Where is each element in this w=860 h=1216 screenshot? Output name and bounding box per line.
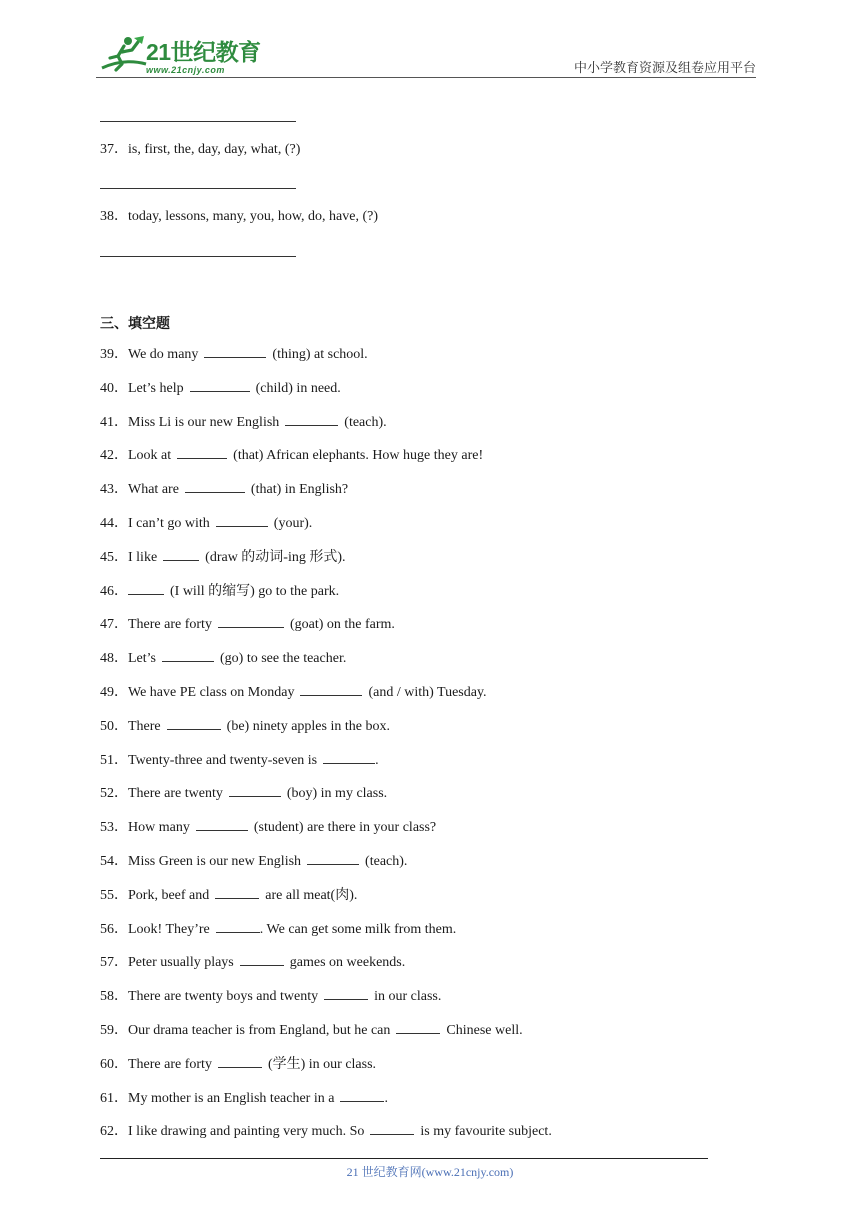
question-40: [100, 378, 341, 398]
question-text-after: (teach).: [344, 414, 387, 430]
question-number: 54．: [100, 854, 128, 869]
answer-line: [100, 256, 296, 257]
question-text-before: Let’s help: [128, 380, 184, 396]
question-number: 56．: [100, 921, 128, 937]
question-text-after: (child) in need.: [255, 380, 341, 396]
question-number: 49．: [100, 685, 128, 700]
question-text-before: Look at: [128, 448, 172, 464]
question-49: [100, 682, 487, 702]
blank-field[interactable]: [370, 1121, 414, 1135]
footer-divider: [100, 1158, 708, 1159]
question-number: 53．: [100, 820, 128, 836]
question-57: [100, 952, 405, 972]
page-header: [0, 0, 860, 80]
blank-field[interactable]: [204, 344, 266, 358]
question-text-after: is my favourite subject.: [420, 1124, 552, 1140]
section-title: 三、填空题: [100, 316, 170, 332]
blank-field[interactable]: [177, 445, 227, 459]
question-44: [100, 513, 312, 533]
question-number: 42．: [100, 448, 128, 464]
question-43: [100, 479, 348, 499]
question-number: 57．: [100, 955, 128, 971]
question-text-before: Pork, beef and: [128, 887, 210, 903]
question-text-after: (and / with) Tuesday.: [368, 685, 487, 700]
blank-field[interactable]: [324, 986, 368, 1000]
question-text-after: (thing) at school.: [272, 347, 368, 362]
question-60: [100, 1054, 376, 1074]
question-56: [100, 919, 456, 939]
question-number: 46．: [100, 583, 128, 599]
question-48: [100, 648, 346, 668]
blank-field[interactable]: [218, 1054, 262, 1068]
blank-field[interactable]: [196, 817, 248, 831]
question-text-after: (be) ninety apples in the box.: [226, 718, 390, 734]
page-footer: 21 世纪教育网(www.21cnjy.com): [346, 1165, 514, 1179]
blank-field[interactable]: [229, 783, 281, 797]
question-number: 50．: [100, 718, 128, 734]
question-text-after: .: [384, 1090, 388, 1106]
question-text-after: games on weekends.: [289, 955, 406, 971]
question-text-before: Look! They’re: [128, 921, 210, 937]
question-text-after: Chinese well.: [446, 1023, 523, 1038]
question-number: 39．: [100, 347, 128, 362]
blank-field[interactable]: [128, 581, 164, 595]
blank-field[interactable]: [215, 885, 259, 899]
question-text-after: .: [375, 752, 379, 768]
question-text-before: I like: [128, 549, 158, 565]
question-text-after: . We can get some milk from them.: [259, 921, 457, 937]
question-text: today, lessons, many, you, how, do, have, (?): [128, 209, 379, 224]
question-number: 52．: [100, 786, 128, 802]
question-text-before: We have PE class on Monday: [128, 685, 295, 700]
question-text-after: (that) African elephants. How huge they are!: [233, 448, 484, 464]
question-number: 62．: [100, 1124, 128, 1140]
question-number: 59．: [100, 1023, 128, 1038]
question-text-before: Let’s: [128, 651, 156, 667]
question-text-before: There are forty: [128, 617, 212, 633]
answer-line: [100, 188, 296, 189]
question-text-after: (draw 的动词-ing 形式).: [205, 549, 346, 565]
question-50: [100, 716, 390, 736]
question-text-before: What are: [128, 482, 179, 498]
blank-field[interactable]: [185, 479, 245, 493]
question-55: [100, 885, 357, 905]
question-text-after: (goat) on the farm.: [289, 617, 395, 633]
question-42: [100, 445, 483, 465]
question-number: 51．: [100, 752, 128, 768]
question-text-before: There are twenty boys and twenty: [128, 989, 319, 1005]
question-number: 44．: [100, 516, 128, 531]
question-39: [100, 344, 368, 364]
blank-field[interactable]: [300, 682, 362, 696]
blank-field[interactable]: [285, 412, 338, 426]
question-text-after: are all meat(肉).: [265, 887, 358, 903]
blank-field[interactable]: [216, 513, 268, 527]
question-text-before: Miss Li is our new English: [128, 414, 280, 430]
question-text-after: (boy) in my class.: [286, 786, 388, 802]
question-number: 43．: [100, 482, 128, 498]
question-number: 60．: [100, 1056, 128, 1072]
question-text-before: Our drama teacher is from England, but he can: [128, 1023, 391, 1038]
logo-url: www.21cnjy.com: [146, 65, 225, 75]
question-52: [100, 783, 387, 803]
question-46: [100, 581, 339, 601]
question-41: [100, 412, 387, 432]
question-number: 41．: [100, 414, 128, 430]
question-38: [100, 208, 378, 226]
question-59: [100, 1020, 523, 1040]
question-text-after: (teach).: [365, 854, 408, 869]
blank-field[interactable]: [323, 750, 375, 764]
question-number: 38．: [100, 209, 128, 224]
question-54: [100, 851, 407, 871]
question-number: 45．: [100, 549, 128, 565]
question-number: 48．: [100, 651, 128, 667]
question-number: 37．: [100, 142, 128, 157]
question-text-before: There: [128, 718, 161, 734]
platform-title: 中小学教育资源及组卷应用平台: [573, 60, 756, 75]
question-text-before: Miss Green is our new English: [128, 854, 302, 869]
question-47: [100, 614, 395, 634]
question-58: [100, 986, 441, 1006]
question-text-after: (I will 的缩写) go to the park.: [170, 583, 340, 599]
question-text-before: There are twenty: [128, 786, 223, 802]
question-text-after: (that) in English?: [250, 482, 349, 498]
question-text-before: Twenty-three and twenty-seven is: [128, 752, 318, 768]
blank-field[interactable]: [396, 1020, 440, 1034]
question-text-before: There are forty: [128, 1056, 212, 1072]
question-text-after: (your).: [273, 516, 313, 531]
question-number: 58．: [100, 989, 128, 1005]
blank-field[interactable]: [218, 614, 284, 628]
question-62: [100, 1121, 552, 1141]
blank-field[interactable]: [190, 378, 250, 392]
question-text-before: My mother is an English teacher in a: [128, 1090, 335, 1106]
question-number: 61．: [100, 1090, 128, 1106]
question-61: [100, 1088, 388, 1108]
question-45: [100, 547, 346, 567]
question-text: is, first, the, day, day, what, (?): [128, 142, 301, 157]
question-51: [100, 750, 379, 770]
question-text-after: (学生) in our class.: [267, 1056, 377, 1072]
blank-field[interactable]: [163, 547, 199, 561]
header-divider: [96, 77, 756, 78]
question-text-after: (go) to see the teacher.: [220, 651, 347, 667]
question-53: [100, 817, 436, 837]
question-text-after: in our class.: [374, 989, 442, 1005]
answer-line: [100, 121, 296, 122]
blank-field[interactable]: [307, 851, 359, 865]
question-text-after: (student) are there in your class?: [253, 820, 437, 836]
blank-field[interactable]: [240, 952, 284, 966]
blank-field[interactable]: [162, 648, 214, 662]
blank-field[interactable]: [167, 716, 221, 730]
blank-field[interactable]: [216, 919, 260, 933]
question-text-before: I can’t go with: [128, 516, 210, 531]
blank-field[interactable]: [340, 1088, 384, 1102]
question-37: [100, 141, 300, 159]
question-number: 40．: [100, 380, 128, 396]
question-number: 55．: [100, 887, 128, 903]
question-number: 47．: [100, 617, 128, 633]
question-text-before: How many: [128, 820, 190, 836]
logo-text: 21世纪教育: [146, 39, 261, 65]
question-text-before: We do many: [128, 347, 199, 362]
question-text-before: Peter usually plays: [128, 955, 234, 971]
question-text-before: I like drawing and painting very much. So: [128, 1124, 365, 1140]
